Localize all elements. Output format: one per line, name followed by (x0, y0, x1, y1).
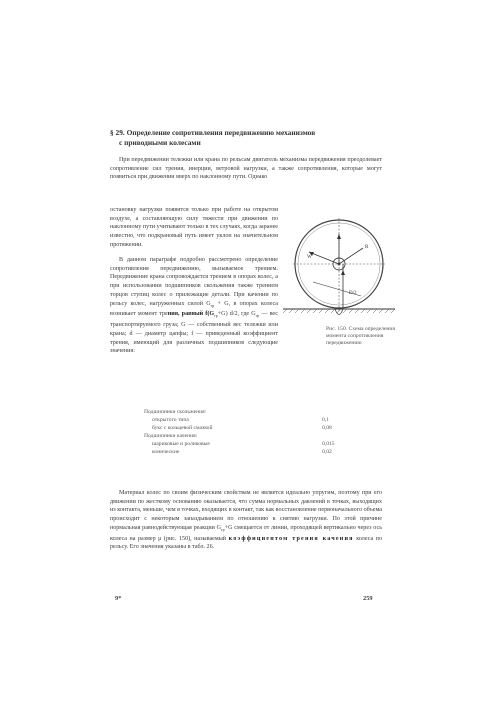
paragraph-3-bold: ния, равный f(G (167, 311, 215, 318)
table-row-label: букс с кольцевой смазкой (152, 424, 213, 431)
table-row (144, 425, 344, 433)
coefficient-table (144, 409, 344, 456)
paragraph-2: остановку нагрузки появится только при работе на открытом воздухе, а составляющую силу тяжести при движении по наклонному пути учитывают только в тех случаях, когда заранее известно, что подкрановый путь имеет уклон на значительном протяжении. (110, 207, 279, 248)
table-row-value: 0,1 (322, 416, 329, 423)
paragraph-4: Материал колес по своим физическим свойствам не является идеально упругим, поэтому при его движении по жесткому основанию оказывается, что сумма нормальных давлений в точках, выходящих из контакта, меньше, чем в точках, входящих в контакт, так как восстановление первоначального объема происходит с некоторым запаздыванием по отношению к снятию нагрузки. По этой причине нормальная равнодействующая реакции $G_{гр}+G$ смещается от линии, проходящей вертикально через ось колеса на размер μ (рис. 150), называемый коэффициентом трения качения колеса по рельсу. Его значения указаны в табл. 26. (110, 490, 383, 551)
table-row-value: 0,015 (322, 440, 335, 447)
paragraph-3-start: В данном параграфе подробно рассмотрено определение сопротивления передвижению, вызываемое трением. Передвижение крана сопровождается трением в опорах колес, а при использовании подшипников скольжения также трением торцов ступиц колес о прилежащие детали. При качении по рельсу колес, нагруженных силой G (110, 257, 278, 307)
label-r: R (365, 245, 369, 250)
paragraph-4-a: Материал колес по своим физическим свойствам не является идеально упругим, поэтому при его движении по жесткому основанию оказывается, что сумма нормальных давлений в точках, выходящих из контакта, меньше, чем в точках, входящих в контакт, так как восстановление первоначального объема происходит с некоторым запаздыванием по отношению к снятию нагрузки. По этой причине нормальная равнодействующая реакции G (110, 490, 383, 531)
paragraph-1: При передвижении тележки или крана по рельсам двигатель механизма передвижения преодолевает сопротивление сил трения, инерции, ветровой нагрузки, а также сопротивления, которые могут появиться при движении вверх по наклонному пути. Однако (110, 157, 382, 181)
label-d: D/2 (349, 291, 357, 296)
table-row-label: шариковые и роликовые (152, 440, 210, 447)
table-group-2: Подшипники качения: (144, 432, 198, 439)
wheel-diagram (283, 212, 395, 320)
figure-caption: Рис. 150. Схема определения момента сопротивления передвижению (326, 326, 395, 346)
heading-line-1: § 29. Определение сопротивления передвижению механизмов (110, 128, 316, 137)
table-row-value: 0,02 (322, 448, 332, 455)
table-group-1: Подшипники скольжения: (144, 409, 207, 415)
paragraph-3: В данном параграфе подробно рассмотрено определение сопротивления передвижению, вызываемое трением. Передвижение крана сопровождается трением в опорах колес, а при использовании подшипников скольжения также трением торцов ступиц колес о прилежащие детали. При качении по рельсу колес, нагруженных силой $G_{гр} + G$, в опорах колеса возникает момент трения, равный $f(G_{гр}+G)$ d/2, где $G_{гр}$ — вес транспортируемого груза; G — собственный вес тележки или крана; d — диаметр цапфы; f — приведенный коэффициент трения, имеющий для различных подшипников следующие значения: (110, 257, 278, 355)
paragraph-4-c: колеса по рельсу. Его значения указаны в табл. 26. (110, 535, 382, 551)
section-heading (110, 128, 390, 147)
heading-line-2: с приводными колесами (119, 137, 201, 147)
table-row (144, 449, 344, 457)
paragraph-4-spaced: коэффициентом трения качения (228, 535, 354, 542)
label-w: W (307, 255, 312, 260)
force-arrow-radial (339, 248, 363, 264)
table-row-label: открытого типа (152, 416, 189, 423)
wheel-diagram-svg (283, 212, 395, 320)
table-row (144, 417, 344, 425)
paragraph-3-end: — вес транспортируемого груза; G — собственный вес тележки или крана; d — диаметр цапфы; f — приведенный коэффициент трения, имеющий для различных подшипников следующие значения: (110, 311, 278, 355)
force-arrow-w (309, 252, 339, 264)
page-number: 259 (363, 595, 373, 602)
table-row-value: 0,08 (322, 424, 332, 431)
arrow-head-reaction (341, 270, 345, 275)
table-row-label: конические (152, 448, 180, 455)
signature-mark: 9* (115, 595, 122, 602)
table-row (144, 441, 344, 449)
arrow-head-up (337, 234, 341, 239)
paragraph-4-b: +G смещается от линии, проходящей вертикально через ось колеса на размер μ (рис. 150), называемый (110, 524, 382, 542)
